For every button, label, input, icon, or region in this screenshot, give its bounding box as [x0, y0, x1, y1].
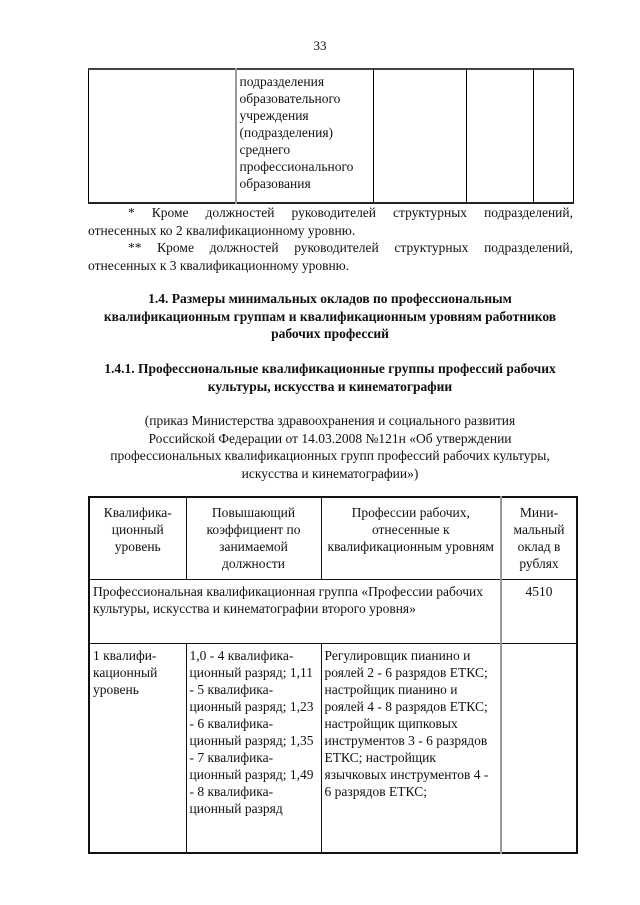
footnote-marker: ** [128, 240, 142, 255]
level-cell: 1 квалифи-кационный уровень [89, 643, 186, 853]
table-cell: подразделения образовательного учреждения (подразделения) среднего профессионального образования [236, 69, 374, 203]
section-heading: 1.4. Размеры минимальных окладов по профессиональным квалификационным группам и квалификационным уровням работников рабочих профессий [103, 291, 557, 341]
header-level: Квалифика-ционный уровень [89, 497, 186, 579]
table-cell [467, 69, 534, 203]
footnote-marker: * [128, 205, 135, 220]
page-number: 33 [313, 38, 327, 53]
footnote-1 [88, 204, 573, 239]
header-coefficient: Повышающий коэффициент по занимаемой должности [186, 497, 321, 579]
salary-table [88, 496, 578, 854]
table-row [89, 69, 574, 203]
table-cell [534, 69, 574, 203]
footnote-text: Кроме должностей руководителей структурных подразделений, отнесенных ко 2 квалификационному уровню. [88, 205, 573, 238]
footnote-2 [88, 239, 573, 274]
header-professions: Профессии рабочих, отнесенные к квалификационным уровням [321, 497, 501, 579]
continued-table [88, 68, 574, 204]
header-min-salary: Мини-мальный оклад в рублях [501, 497, 577, 579]
table-cell [374, 69, 467, 203]
source-note: (приказ Министерства здравоохранения и социального развития Российской Федерации от 14.03.2008 №121н «Об утверждении профессиональных квалификационных групп профессий рабочих культуры, искусства и кинематографии») [110, 413, 550, 481]
group-row [89, 579, 577, 643]
footnote-text: Кроме должностей руководителей структурных подразделений, отнесенных к 3 квалификационному уровню. [88, 240, 574, 273]
table-row [89, 643, 577, 853]
group-label: Профессиональная квалификационная группа «Профессии рабочих культуры, искусства и кинематографии второго уровня» [89, 579, 501, 643]
min-salary-cell [501, 643, 577, 853]
table-header-row [89, 497, 577, 579]
table-cell [89, 69, 236, 203]
group-min-salary: 4510 [501, 579, 577, 643]
section-subheading: 1.4.1. Профессиональные квалификационные группы профессий рабочих культуры, искусства и кинематографии [104, 361, 556, 394]
professions-cell: Регулировщик пианино и роялей 2 - 6 разрядов ЕТКС; настройщик пианино и роялей 4 - 8 разрядов ЕТКС; настройщик щипковых инструментов 3 - 6 разрядов ЕТКС; настройщик язычковых инструментов 4 - 6 разрядов ЕТКС; [321, 643, 501, 853]
coefficient-cell: 1,0 - 4 квалифика-ционный разряд; 1,11 - 5 квалифика-ционный разряд; 1,23 - 6 квалифика-ционный разряд; 1,35 - 7 квалифика-ционный разряд; 1,49 - 8 квалифика-ционный разряд [186, 643, 321, 853]
